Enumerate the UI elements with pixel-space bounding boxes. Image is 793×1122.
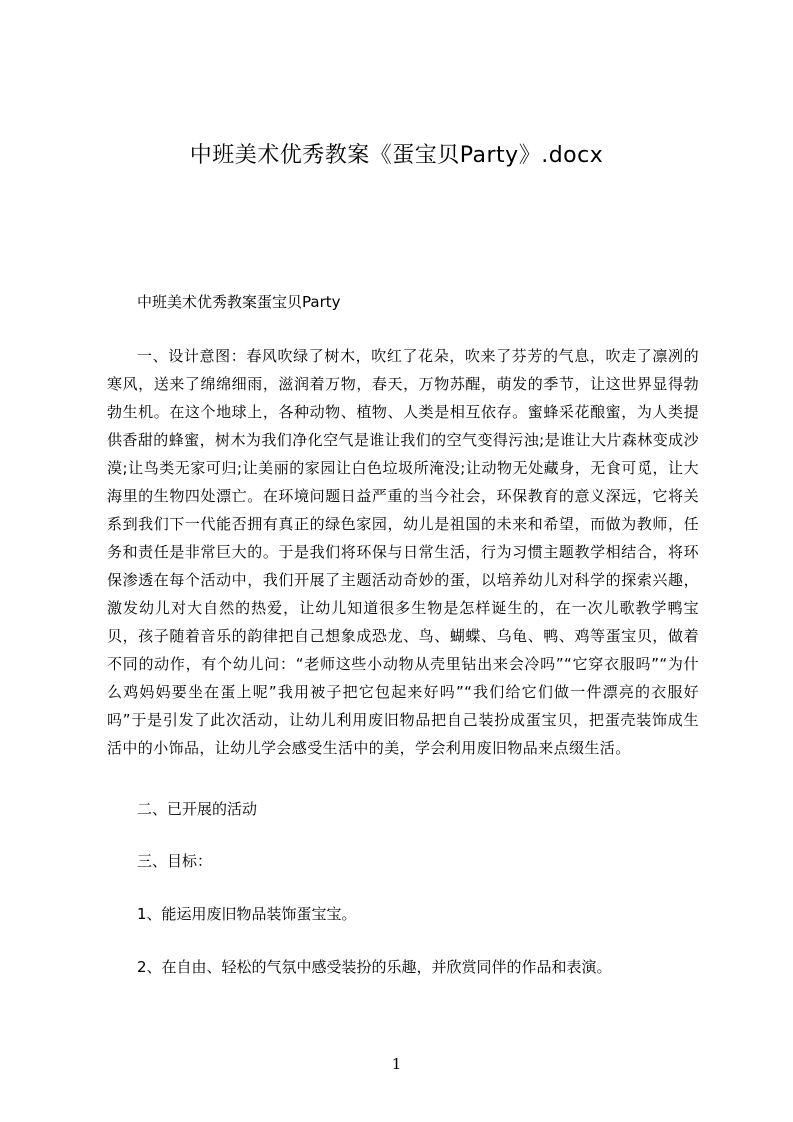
document-title: 中班美术优秀教案《蛋宝贝Party》.docx (189, 143, 604, 168)
section-goals-heading: 三、目标： (137, 852, 213, 870)
goal-item-2: 2、在自由、轻松的气氛中感受装扮的乐趣，并欣赏同伴的作品和表演。 (137, 958, 612, 976)
design-intent-paragraph: 一、设计意图：春风吹绿了树木，吹红了花朵，吹来了芬芳的气息，吹走了凛冽的寒风，送来了绵绵细雨，滋润着万物，春天，万物苏醒，萌发的季节，让这世界显得勃勃生机。在这个地球上，各种动物、植物、人类是相互依存。蜜蜂采花酿蜜，为人类提供香甜的蜂蜜，树木为我们净化空气是谁让我们的空气变得污浊;是谁让大片森林变成沙漠;让鸟类无家可归;让美丽的家园让白色垃圾所淹没;让动物无处藏身，无食可觅，让大海里的生物四处漂亡。在环境问题日益严重的当今社会，环保教育的意义深远，它将关系到我们下一代能否拥有真正的绿色家园，幼儿是祖国的未来和希望，而做为教师，任务和责任是非常巨大的。于是我们将环保与日常生活，行为习惯主题教学相结合，将环保渗透在每个活动中，我们开展了主题活动奇妙的蛋，以培养幼儿对科学的探索兴趣，激发幼儿对大自然的热爱，让幼儿知道很多生物是怎样诞生的，在一次儿歌教学鸭宝贝，孩子随着音乐的韵律把自己想象成恐龙、鸟、蝴蝶、乌龟、鸭、鸡等蛋宝贝，做着不同的动作，有个幼儿问：“老师这些小动物从壳里钻出来会冷吗”“它穿衣服吗”“为什么鸡妈妈要坐在蛋上呢”我用被子把它包起来好吗”“我们给它们做一件漂亮的衣服好吗”于是引发了此次活动，让幼儿利用废旧物品把自己装扮成蛋宝贝，把蛋壳装饰成生活中的小饰品，让幼儿学会感受生活中的美，学会利用废旧物品来点缀生活。 (107, 347, 699, 757)
lesson-subtitle: 中班美术优秀教案蛋宝贝Party (137, 293, 341, 311)
section-activities-heading: 二、已开展的活动 (137, 800, 258, 818)
goal-item-1: 1、能运用废旧物品装饰蛋宝宝。 (137, 905, 357, 923)
page-number: 1 (391, 1055, 402, 1073)
